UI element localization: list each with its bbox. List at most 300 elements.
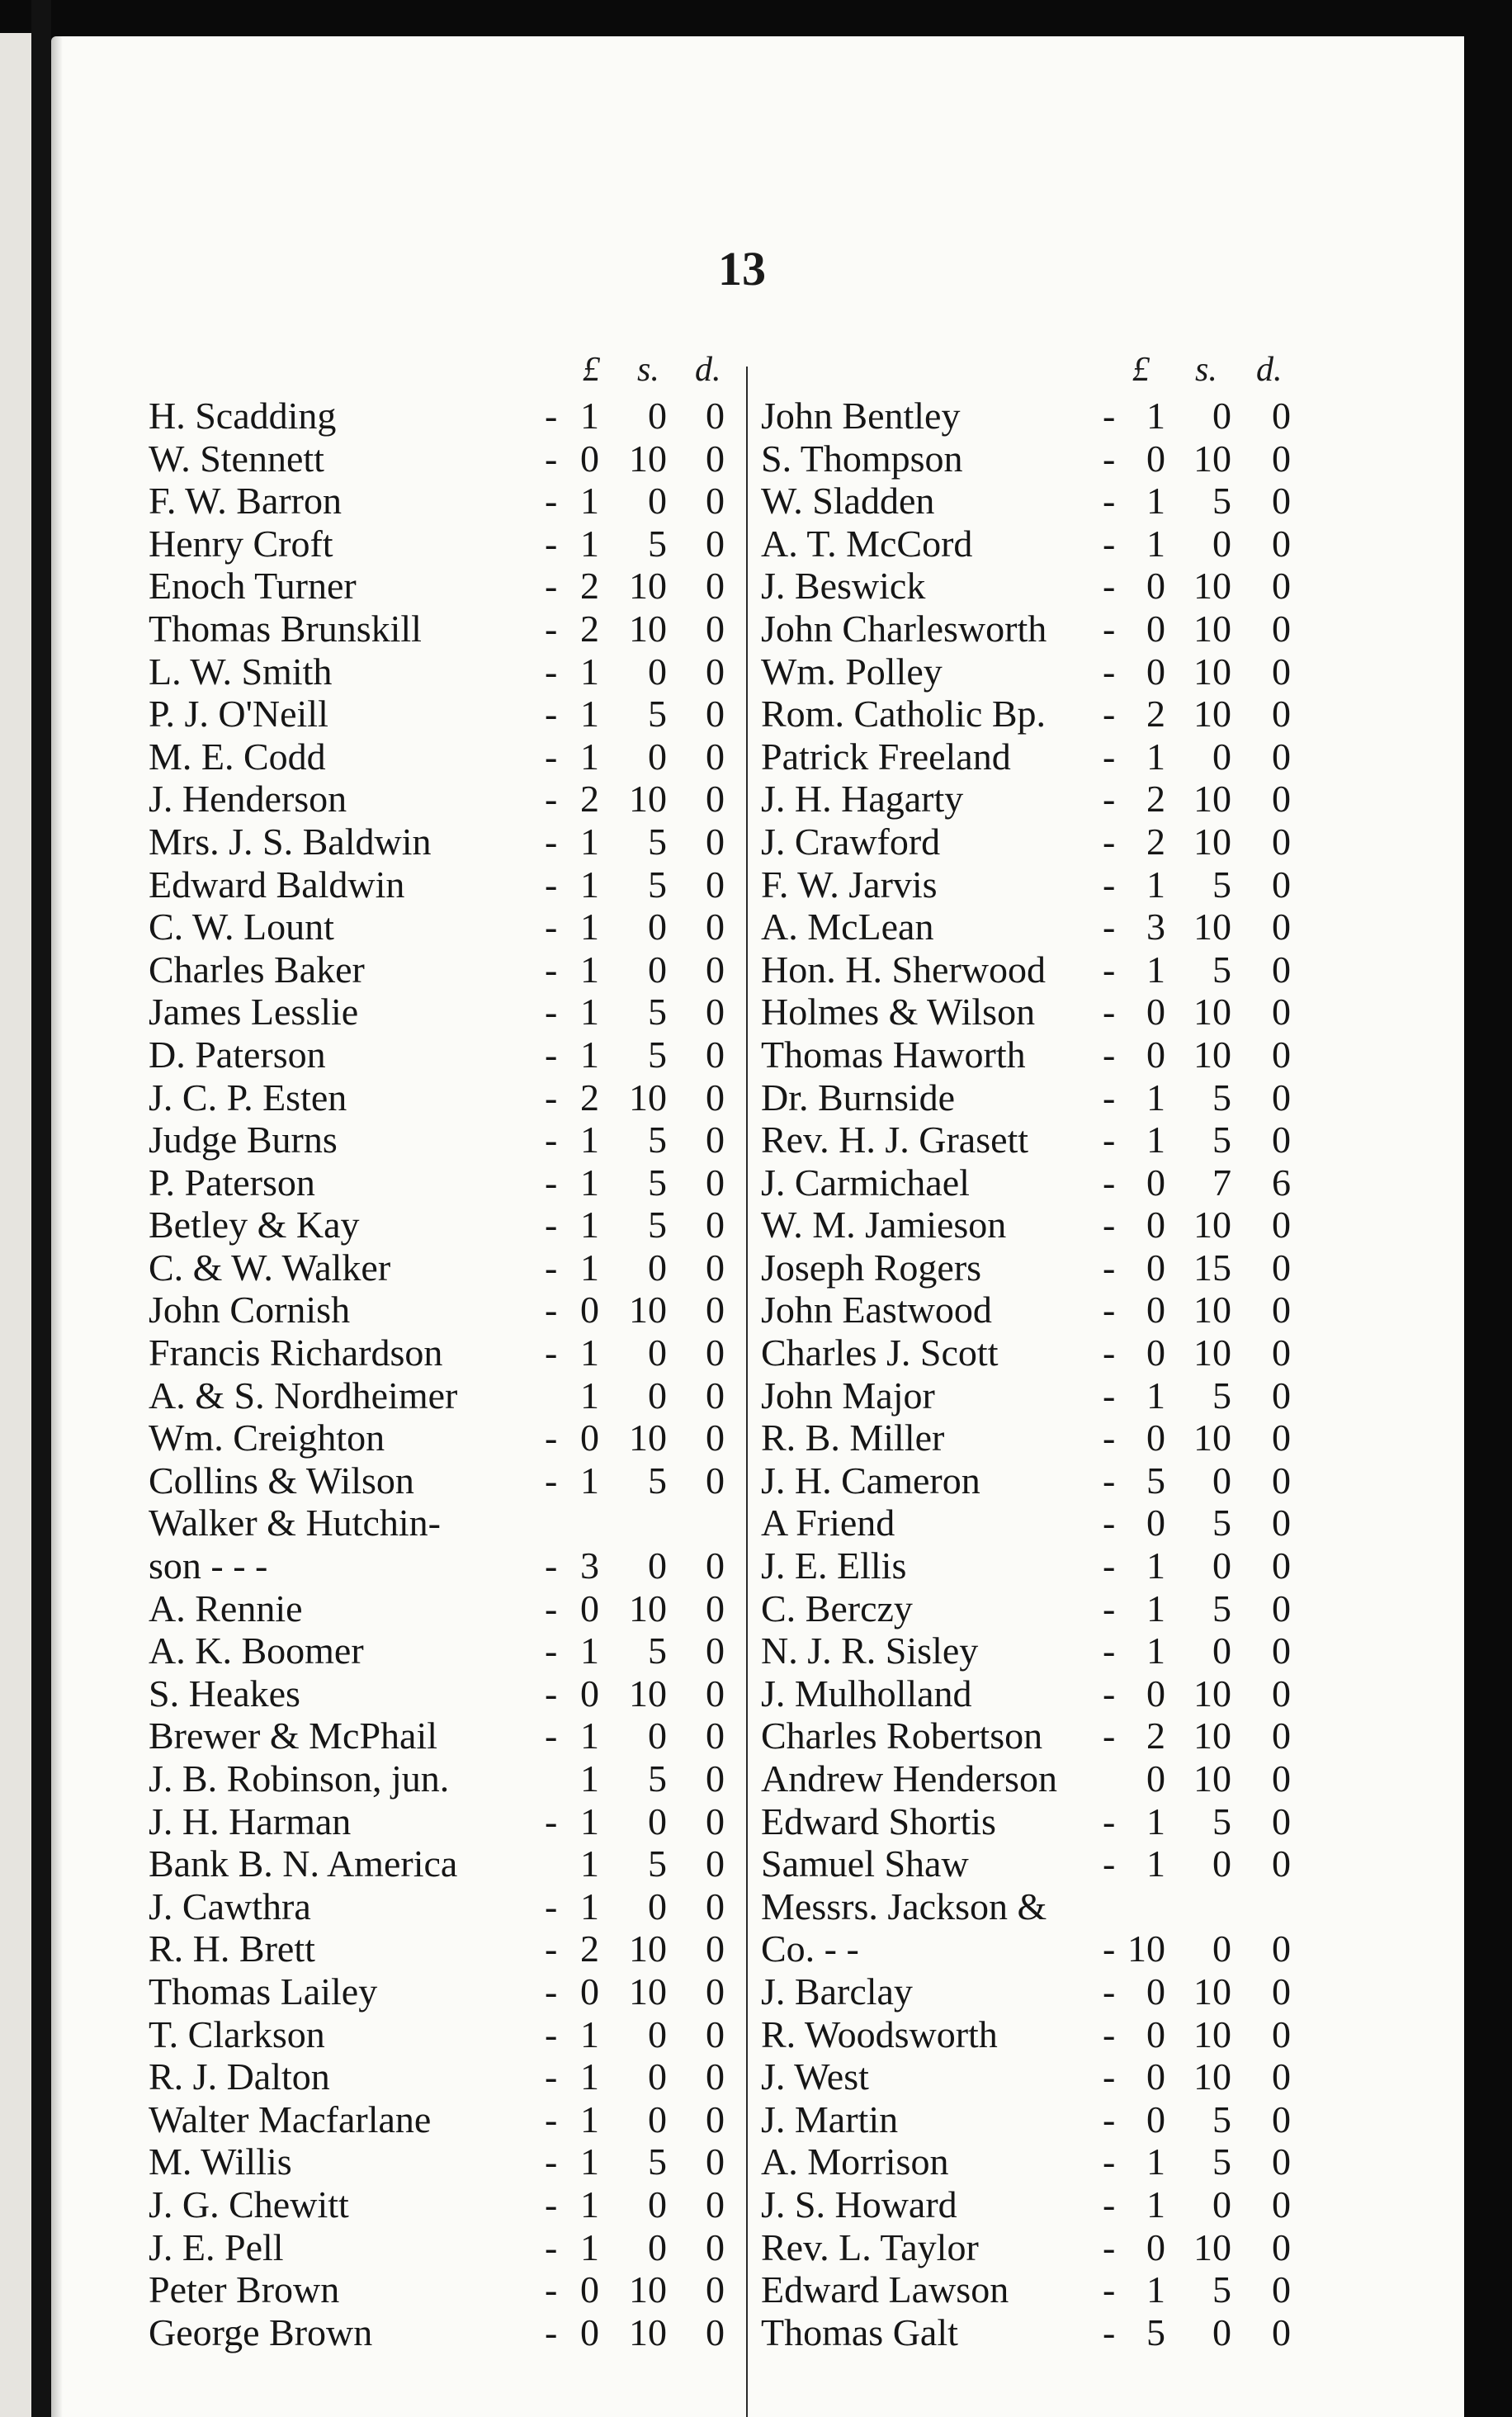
pounds-value: 1	[580, 2225, 599, 2268]
subscriber-name: J. C. P. Esten	[149, 1076, 347, 1119]
column-divider	[746, 367, 748, 2417]
pence-value: 0	[1272, 437, 1291, 480]
shillings-value: 5	[648, 522, 667, 565]
shillings-value: 5	[648, 991, 667, 1033]
subscriber-name: James Lesslie	[149, 991, 359, 1033]
pounds-value: 0	[1146, 607, 1165, 650]
pounds-value: 0	[1146, 1246, 1165, 1289]
pounds-value: 0	[1146, 650, 1165, 693]
leader-dash: -	[545, 1800, 558, 1842]
subscriber-name: A. & S. Nordheimer	[149, 1374, 458, 1417]
pence-value: 0	[706, 1289, 725, 1331]
leader-dash: -	[545, 735, 558, 778]
leader-dash: -	[1103, 2013, 1116, 2055]
subscriber-name: Rev. H. J. Grasett	[761, 1119, 1029, 1161]
subscriber-name: J. Carmichael	[761, 1161, 970, 1204]
shillings-value: 0	[1212, 2183, 1231, 2225]
pence-value: 0	[1272, 1119, 1291, 1161]
pence-value: 6	[1272, 1161, 1291, 1204]
leader-dash: -	[1103, 1715, 1116, 1757]
pence-value: 0	[1272, 1715, 1291, 1757]
leader-dash: -	[545, 1927, 558, 1970]
subscriber-name: Peter Brown	[149, 2268, 340, 2311]
shillings-value: 10	[1193, 607, 1231, 650]
shillings-value: 5	[1212, 948, 1231, 991]
header-left-pence: d.	[695, 351, 721, 389]
subscriber-name: Samuel Shaw	[761, 1842, 969, 1885]
leader-dash: -	[1103, 1842, 1116, 1885]
pence-value: 0	[1272, 2311, 1291, 2353]
subscriber-name: J. B. Robinson, jun.	[149, 1757, 450, 1800]
pence-value: 0	[706, 863, 725, 906]
leader-dash: -	[545, 2013, 558, 2055]
subscriber-name: J. West	[761, 2055, 869, 2098]
pence-value: 0	[1272, 1204, 1291, 1246]
leader-dash: -	[1103, 820, 1116, 863]
subscriber-name: Thomas Galt	[761, 2311, 958, 2353]
pence-value: 0	[706, 2055, 725, 2098]
pounds-value: 2	[1146, 693, 1165, 736]
pence-value: 0	[1272, 1331, 1291, 1374]
leader-dash: -	[1103, 948, 1116, 991]
shillings-value: 0	[648, 1885, 667, 1927]
pence-value: 0	[706, 1119, 725, 1161]
shillings-value: 5	[648, 1161, 667, 1204]
leader-dash: -	[545, 2311, 558, 2353]
pounds-value: 1	[1146, 2183, 1165, 2225]
pence-value: 0	[1272, 1417, 1291, 1459]
pounds-value: 0	[1146, 1204, 1165, 1246]
leader-dash: -	[1103, 2140, 1116, 2183]
shillings-value: 10	[1193, 778, 1231, 821]
shillings-value: 0	[1212, 1842, 1231, 1885]
pounds-value: 0	[580, 2311, 599, 2353]
subscriber-name: J. E. Ellis	[761, 1544, 907, 1587]
subscriber-name: R. B. Miller	[761, 1417, 945, 1459]
subscriber-name: Charles J. Scott	[761, 1331, 999, 1374]
subscriber-name: J. Henderson	[149, 778, 347, 821]
pounds-value: 1	[1146, 480, 1165, 523]
leader-dash: -	[1103, 2098, 1116, 2140]
pounds-value: 0	[580, 1587, 599, 1629]
subscriber-name: S. Heakes	[149, 1672, 300, 1715]
pence-value: 0	[1272, 1672, 1291, 1715]
pounds-value: 1	[1146, 1119, 1165, 1161]
subscriber-name: Charles Baker	[149, 948, 365, 991]
leader-dash: -	[1103, 991, 1116, 1033]
shillings-value: 10	[629, 565, 667, 608]
pounds-value: 2	[580, 1076, 599, 1119]
subscriber-name: Betley & Kay	[149, 1204, 360, 1246]
pounds-value: 1	[1146, 2268, 1165, 2311]
pence-value: 0	[706, 1204, 725, 1246]
subscriber-name: Rev. L. Taylor	[761, 2225, 979, 2268]
shillings-value: 0	[648, 1246, 667, 1289]
shillings-value: 5	[648, 1629, 667, 1672]
shillings-value: 10	[629, 1970, 667, 2013]
leader-dash: -	[545, 437, 558, 480]
leader-dash: -	[1103, 395, 1116, 437]
subscriber-name: Edward Baldwin	[149, 863, 405, 906]
pounds-value: 1	[580, 2183, 599, 2225]
leader-dash: -	[1103, 1033, 1116, 1076]
leader-dash: -	[545, 906, 558, 948]
pence-value: 0	[706, 2140, 725, 2183]
pounds-value: 0	[1146, 437, 1165, 480]
pounds-value: 0	[1146, 1970, 1165, 2013]
subscriber-name: F. W. Barron	[149, 480, 342, 523]
shillings-value: 0	[648, 2183, 667, 2225]
pence-value: 0	[706, 395, 725, 437]
pence-value: 0	[706, 991, 725, 1033]
leader-dash: -	[1103, 1629, 1116, 1672]
subscriber-name: W. Sladden	[761, 480, 935, 523]
shillings-value: 7	[1212, 1161, 1231, 1204]
pounds-value: 1	[580, 2140, 599, 2183]
pence-value: 0	[1272, 1970, 1291, 2013]
subscriber-name: Wm. Polley	[761, 650, 943, 693]
pounds-value: 1	[1146, 2140, 1165, 2183]
subscriber-name: Judge Burns	[149, 1119, 338, 1161]
subscriber-name: Rom. Catholic Bp.	[761, 693, 1046, 736]
pounds-value: 1	[580, 1800, 599, 1842]
leader-dash: -	[545, 1204, 558, 1246]
shillings-value: 10	[1193, 2055, 1231, 2098]
shillings-value: 10	[629, 607, 667, 650]
shillings-value: 10	[629, 2268, 667, 2311]
subscriber-name: J. E. Pell	[149, 2225, 284, 2268]
leader-dash: -	[1103, 1502, 1116, 1544]
pence-value: 0	[1272, 1502, 1291, 1544]
pounds-value: 1	[580, 1246, 599, 1289]
pence-value: 0	[1272, 2268, 1291, 2311]
subscriber-name: A. T. McCord	[761, 522, 973, 565]
pounds-value: 1	[1146, 948, 1165, 991]
shillings-value: 10	[1193, 1331, 1231, 1374]
pounds-value: 0	[580, 437, 599, 480]
leader-dash: -	[1103, 1374, 1116, 1417]
shillings-value: 5	[1212, 1800, 1231, 1842]
pence-value: 0	[706, 1800, 725, 1842]
shillings-value: 10	[629, 1587, 667, 1629]
pounds-value: 0	[1146, 1289, 1165, 1331]
subscriber-name: John Major	[761, 1374, 935, 1417]
pence-value: 0	[1272, 693, 1291, 736]
leader-dash: -	[545, 1629, 558, 1672]
subscriber-name: John Cornish	[149, 1289, 351, 1331]
shillings-value: 5	[648, 1033, 667, 1076]
pence-value: 0	[706, 948, 725, 991]
shillings-value: 10	[1193, 1289, 1231, 1331]
pence-value: 0	[706, 2013, 725, 2055]
leader-dash: -	[1103, 607, 1116, 650]
subscriber-name: R. Woodsworth	[761, 2013, 998, 2055]
leader-dash: -	[545, 1587, 558, 1629]
pence-value: 0	[706, 2183, 725, 2225]
page-gutter-shadow	[51, 36, 63, 2417]
leader-dash: -	[1103, 1459, 1116, 1502]
leader-dash: -	[1103, 522, 1116, 565]
pounds-value: 1	[580, 1033, 599, 1076]
leader-dash: -	[545, 2140, 558, 2183]
subscriber-name: N. J. R. Sisley	[761, 1629, 979, 1672]
subscriber-name: Francis Richardson	[149, 1331, 443, 1374]
shillings-value: 0	[1212, 2311, 1231, 2353]
pounds-value: 1	[580, 650, 599, 693]
subscriber-name: A Friend	[761, 1502, 895, 1544]
pounds-value: 3	[580, 1544, 599, 1587]
shillings-value: 0	[648, 2225, 667, 2268]
subscriber-name: R. H. Brett	[149, 1927, 315, 1970]
pounds-value: 0	[580, 1289, 599, 1331]
pence-value: 0	[1272, 395, 1291, 437]
pounds-value: 10	[1127, 1927, 1165, 1970]
pounds-value: 1	[1146, 1800, 1165, 1842]
pounds-value: 0	[1146, 2225, 1165, 2268]
pence-value: 0	[1272, 1927, 1291, 1970]
header-left-pounds: £	[583, 351, 600, 389]
leader-dash: -	[1103, 906, 1116, 948]
leader-dash: -	[1103, 480, 1116, 523]
pounds-value: 1	[1146, 863, 1165, 906]
shillings-value: 15	[1193, 1246, 1231, 1289]
shillings-value: 5	[648, 1459, 667, 1502]
pounds-value: 1	[580, 906, 599, 948]
leader-dash: -	[1103, 1544, 1116, 1587]
leader-dash: -	[545, 1715, 558, 1757]
subscriber-name: C. & W. Walker	[149, 1246, 391, 1289]
shillings-value: 5	[648, 820, 667, 863]
pence-value: 0	[1272, 1459, 1291, 1502]
pence-value: 0	[1272, 1033, 1291, 1076]
leader-dash: -	[545, 1970, 558, 2013]
pounds-value: 0	[1146, 991, 1165, 1033]
subscriber-name: John Bentley	[761, 395, 961, 437]
subscriber-name: John Charlesworth	[761, 607, 1047, 650]
shillings-value: 5	[648, 863, 667, 906]
subscriber-name: Hon. H. Sherwood	[761, 948, 1046, 991]
subscriber-name: J. Beswick	[761, 565, 926, 608]
shillings-value: 5	[1212, 2098, 1231, 2140]
pounds-value: 1	[1146, 1544, 1165, 1587]
subscriber-name: Henry Croft	[149, 522, 333, 565]
leader-dash: -	[1103, 437, 1116, 480]
leader-dash: -	[545, 1289, 558, 1331]
pence-value: 0	[706, 565, 725, 608]
leader-dash: -	[545, 863, 558, 906]
subscriber-name: C. Berczy	[761, 1587, 913, 1629]
shillings-value: 10	[1193, 1417, 1231, 1459]
shillings-value: 5	[648, 1757, 667, 1800]
shillings-value: 0	[648, 1800, 667, 1842]
pounds-value: 5	[1146, 1459, 1165, 1502]
leader-dash: -	[1103, 1289, 1116, 1331]
pounds-value: 1	[580, 1715, 599, 1757]
subscriber-name: W. M. Jamieson	[761, 1204, 1007, 1246]
shillings-value: 0	[1212, 1927, 1231, 1970]
pence-value: 0	[1272, 2098, 1291, 2140]
pounds-value: 0	[1146, 1331, 1165, 1374]
pounds-value: 2	[580, 778, 599, 821]
pounds-value: 0	[580, 2268, 599, 2311]
pounds-value: 1	[580, 1161, 599, 1204]
leader-dash: -	[1103, 1246, 1116, 1289]
pence-value: 0	[706, 1927, 725, 1970]
shillings-value: 10	[1193, 693, 1231, 736]
pence-value: 0	[706, 1033, 725, 1076]
leader-dash: -	[545, 820, 558, 863]
subscriber-name: Thomas Lailey	[149, 1970, 378, 2013]
pence-value: 0	[706, 1672, 725, 1715]
subscriber-name: Thomas Haworth	[761, 1033, 1026, 1076]
shillings-value: 0	[1212, 735, 1231, 778]
facing-page-edge	[0, 33, 31, 2417]
pence-value: 0	[706, 778, 725, 821]
leader-dash: -	[1103, 1587, 1116, 1629]
leader-dash: -	[545, 693, 558, 736]
pounds-value: 1	[580, 735, 599, 778]
subscriber-name: J. S. Howard	[761, 2183, 957, 2225]
pounds-value: 0	[1146, 1672, 1165, 1715]
shillings-value: 5	[1212, 1587, 1231, 1629]
subscriber-name: M. Willis	[149, 2140, 292, 2183]
shillings-value: 10	[1193, 2225, 1231, 2268]
leader-dash: -	[545, 565, 558, 608]
subscriber-name: R. J. Dalton	[149, 2055, 330, 2098]
leader-dash: -	[545, 1331, 558, 1374]
shillings-value: 0	[648, 1331, 667, 1374]
subscriber-name: Bank B. N. America	[149, 1842, 458, 1885]
shillings-value: 5	[1212, 2140, 1231, 2183]
subscriber-name: J. Mulholland	[761, 1672, 972, 1715]
subscriber-name: Andrew Henderson	[761, 1757, 1057, 1800]
shillings-value: 5	[1212, 1076, 1231, 1119]
pounds-value: 1	[1146, 1374, 1165, 1417]
shillings-value: 10	[629, 1076, 667, 1119]
shillings-value: 0	[648, 2098, 667, 2140]
pence-value: 0	[706, 1161, 725, 1204]
subscriber-name: George Brown	[149, 2311, 373, 2353]
pence-value: 0	[1272, 1289, 1291, 1331]
pounds-value: 1	[580, 1842, 599, 1885]
shillings-value: 5	[1212, 2268, 1231, 2311]
leader-dash: -	[1103, 1970, 1116, 2013]
shillings-value: 5	[1212, 1502, 1231, 1544]
pounds-value: 0	[580, 1970, 599, 2013]
leader-dash: -	[545, 522, 558, 565]
shillings-value: 10	[1193, 650, 1231, 693]
subscriber-name: T. Clarkson	[149, 2013, 325, 2055]
pence-value: 0	[1272, 1842, 1291, 1885]
pence-value: 0	[706, 1417, 725, 1459]
pence-value: 0	[706, 2268, 725, 2311]
leader-dash: -	[1103, 735, 1116, 778]
leader-dash: -	[1103, 1927, 1116, 1970]
pence-value: 0	[1272, 906, 1291, 948]
subscriber-name: C. W. Lount	[149, 906, 334, 948]
pence-value: 0	[1272, 607, 1291, 650]
subscriber-name: Joseph Rogers	[761, 1246, 982, 1289]
pence-value: 0	[1272, 650, 1291, 693]
leader-dash: -	[1103, 565, 1116, 608]
header-left-shillings: s.	[637, 351, 659, 389]
pounds-value: 2	[1146, 778, 1165, 821]
pounds-value: 1	[580, 2098, 599, 2140]
pence-value: 0	[1272, 863, 1291, 906]
subscriber-name: M. E. Codd	[149, 735, 326, 778]
pounds-value: 0	[580, 1672, 599, 1715]
leader-dash: -	[545, 2055, 558, 2098]
leader-dash: -	[545, 480, 558, 523]
shillings-value: 0	[1212, 522, 1231, 565]
pounds-value: 1	[580, 1885, 599, 1927]
subscriber-name: A. Rennie	[149, 1587, 303, 1629]
subscriber-name: F. W. Jarvis	[761, 863, 938, 906]
pence-value: 0	[1272, 1246, 1291, 1289]
pence-value: 0	[706, 1544, 725, 1587]
pence-value: 0	[1272, 991, 1291, 1033]
subscriber-name: A. Morrison	[761, 2140, 949, 2183]
pounds-value: 0	[1146, 2055, 1165, 2098]
leader-dash: -	[1103, 1119, 1116, 1161]
shillings-value: 5	[1212, 480, 1231, 523]
subscriber-name: J. H. Cameron	[761, 1459, 980, 1502]
leader-dash: -	[545, 948, 558, 991]
subscriber-name: Messrs. Jackson &	[761, 1885, 1047, 1927]
shillings-value: 5	[1212, 1119, 1231, 1161]
subscriber-name: Brewer & McPhail	[149, 1715, 438, 1757]
pence-value: 0	[706, 2098, 725, 2140]
shillings-value: 0	[1212, 1629, 1231, 1672]
pounds-value: 0	[1146, 565, 1165, 608]
pounds-value: 1	[1146, 1629, 1165, 1672]
leader-dash: -	[545, 991, 558, 1033]
shillings-value: 5	[648, 1842, 667, 1885]
subscriber-name: Walter Macfarlane	[149, 2098, 432, 2140]
pence-value: 0	[1272, 1629, 1291, 1672]
leader-dash: -	[545, 1161, 558, 1204]
page-number: 13	[718, 242, 766, 296]
leader-dash: -	[1103, 2183, 1116, 2225]
shillings-value: 5	[648, 2140, 667, 2183]
shillings-value: 0	[648, 906, 667, 948]
pence-value: 0	[706, 607, 725, 650]
subscriber-name: J. H. Hagarty	[761, 778, 964, 821]
shillings-value: 0	[648, 2013, 667, 2055]
leader-dash: -	[545, 778, 558, 821]
subscriber-name: J. H. Harman	[149, 1800, 352, 1842]
shillings-value: 10	[1193, 991, 1231, 1033]
pounds-value: 1	[580, 948, 599, 991]
pounds-value: 1	[1146, 735, 1165, 778]
shillings-value: 10	[1193, 906, 1231, 948]
pounds-value: 2	[1146, 820, 1165, 863]
subscriber-name: J. G. Chewitt	[149, 2183, 349, 2225]
pence-value: 0	[1272, 1544, 1291, 1587]
shillings-value: 5	[648, 693, 667, 736]
subscriber-name: H. Scadding	[149, 395, 337, 437]
pounds-value: 1	[1146, 522, 1165, 565]
pounds-value: 0	[1146, 1161, 1165, 1204]
pounds-value: 0	[1146, 1417, 1165, 1459]
leader-dash: -	[1103, 2225, 1116, 2268]
pence-value: 0	[706, 1885, 725, 1927]
subscriber-name: A. K. Boomer	[149, 1629, 364, 1672]
pence-value: 0	[1272, 1587, 1291, 1629]
pounds-value: 1	[580, 1331, 599, 1374]
pounds-value: 1	[580, 863, 599, 906]
pence-value: 0	[1272, 948, 1291, 991]
